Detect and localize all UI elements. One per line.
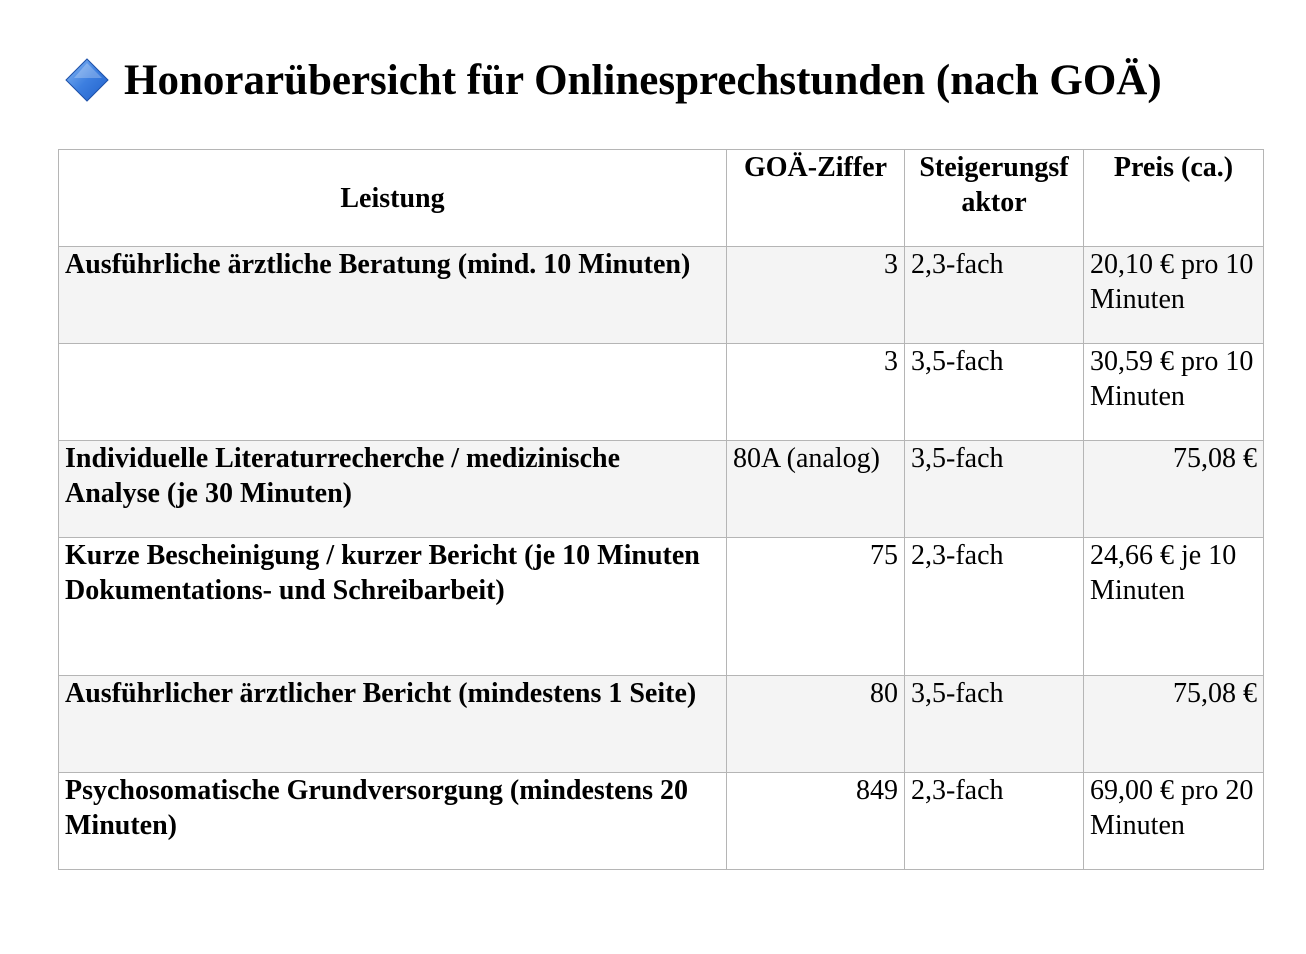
cell-preis: 30,59 € pro 10 Minuten — [1084, 344, 1264, 441]
cell-preis: 20,10 € pro 10 Minuten — [1084, 247, 1264, 344]
cell-ziffer: 849 — [727, 773, 905, 870]
cell-preis: 75,08 € — [1084, 441, 1264, 538]
header-preis: Preis (ca.) — [1084, 150, 1264, 247]
cell-leistung: Ausführliche ärztliche Beratung (mind. 10 Minuten) — [59, 247, 727, 344]
cell-faktor: 3,5-fach — [905, 441, 1084, 538]
cell-preis: 69,00 € pro 20 Minuten — [1084, 773, 1264, 870]
cell-ziffer: 3 — [727, 344, 905, 441]
cell-faktor: 3,5-fach — [905, 344, 1084, 441]
table-row — [59, 676, 1264, 773]
table-row — [59, 247, 1264, 344]
cell-faktor: 3,5-fach — [905, 676, 1084, 773]
header-leistung: Leistung — [59, 150, 727, 247]
page-title: Honorarübersicht für Onlinesprechstunden (nach GOÄ) — [124, 56, 1162, 104]
cell-leistung: Ausführlicher ärztlicher Bericht (mindestens 1 Seite) — [59, 676, 727, 773]
cell-leistung: Psychosomatische Grundversorgung (mindestens 20 Minuten) — [59, 773, 727, 870]
table-header-row — [59, 150, 1264, 247]
cell-leistung — [59, 344, 727, 441]
fee-table — [58, 149, 1264, 870]
blue-diamond-icon — [64, 57, 110, 103]
table-row — [59, 344, 1264, 441]
cell-ziffer: 80A (analog) — [727, 441, 905, 538]
page-header — [64, 52, 1162, 108]
cell-ziffer: 3 — [727, 247, 905, 344]
cell-leistung: Individuelle Literaturrecherche / medizinische Analyse (je 30 Minuten) — [59, 441, 727, 538]
cell-faktor: 2,3-fach — [905, 773, 1084, 870]
cell-faktor: 2,3-fach — [905, 247, 1084, 344]
cell-preis: 75,08 € — [1084, 676, 1264, 773]
header-goae-ziffer: GOÄ-Ziffer — [727, 150, 905, 247]
table-row — [59, 538, 1264, 676]
cell-preis: 24,66 € je 10 Minuten — [1084, 538, 1264, 676]
table-row — [59, 773, 1264, 870]
cell-faktor: 2,3-fach — [905, 538, 1084, 676]
cell-ziffer: 75 — [727, 538, 905, 676]
table-row — [59, 441, 1264, 538]
cell-leistung: Kurze Bescheinigung / kurzer Bericht (je 10 Minuten Dokumentations- und Schreibarbeit) — [59, 538, 727, 676]
cell-ziffer: 80 — [727, 676, 905, 773]
header-steigerungsfaktor: Steigerungsf aktor — [905, 150, 1084, 247]
